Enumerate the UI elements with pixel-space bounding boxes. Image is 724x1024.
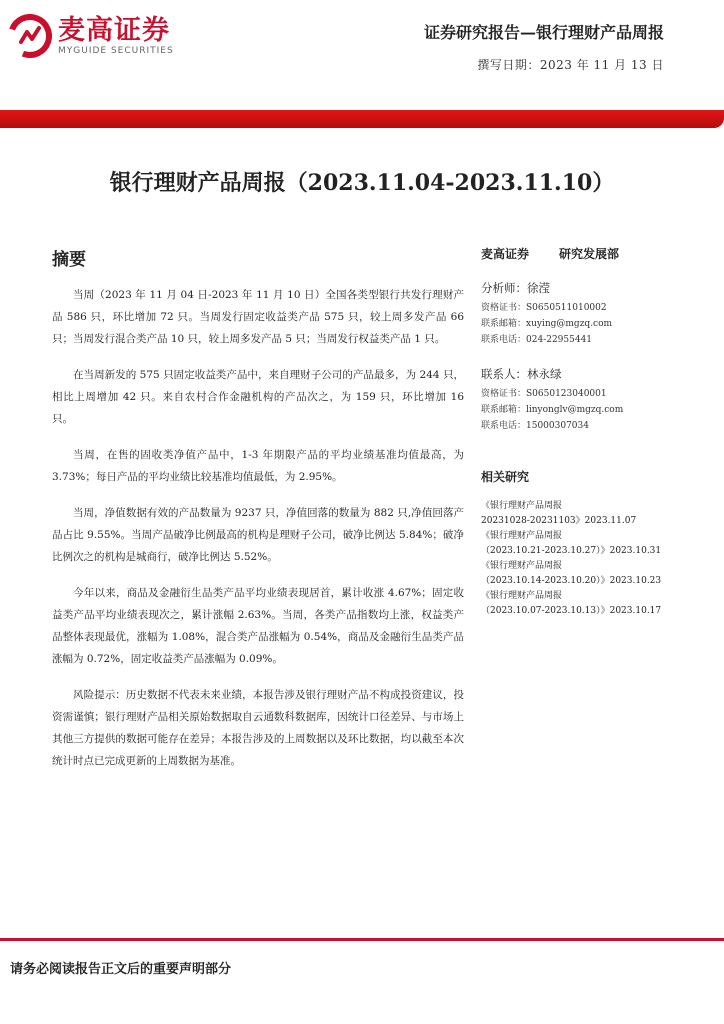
myguide-logo-icon — [8, 14, 52, 58]
logo-name-en: MYGUIDE SECURITIES — [58, 46, 174, 56]
sidebar-dept: 研究发展部 — [559, 247, 620, 261]
contact-name: 联系人：林永绿 — [481, 367, 562, 381]
contact-phone: 联系电话：15000307034 — [481, 421, 589, 431]
logo-name-cn: 麦高证券 — [58, 15, 170, 46]
header-red-bar — [0, 110, 724, 128]
risk-warning-paragraph: 风险提示：历史数据不代表未来业绩，本报告涉及银行理财产品不构成投资建议，投资需谨慎；银行理财产品相关原始数据取自云通数科数据库，因统计口径差异、与市场上其他三方提供的数据可能存在差异；本报告涉及的上周数据以及环比数据，均以截至本次统计时点已完成更新的上周数据为基准。 — [52, 689, 464, 767]
abstract-heading: 摘要 — [52, 250, 86, 270]
related-report-title[interactable]: 《银行理财产品周报 — [481, 501, 563, 511]
abstract-paragraph: 当周，净值数据有效的产品数量为 9237 只，净值回落的数量为 882 只,净值回落产品占比 9.55%。当周产品破净比例最高的机构是理财子公司，破净比例达 5.84%；破净比例次之的机构是城商行，破净比例达 5.52%。 — [52, 507, 464, 563]
sidebar-org: 麦高证券 — [481, 247, 530, 261]
related-report-title[interactable]: 《银行理财产品周报 — [481, 531, 563, 541]
abstract-paragraph: 当周（2023 年 11 月 04 日-2023 年 11 月 10 日）全国各类型银行共发行理财产品 586 只，环比增加 72 只。当周发行固定收益类产品 575 只，较上周多发产品 66 只；当周发行混合类产品 10 只，较上周多发产品 5 只；当周发行权益类产品 1 只。 — [52, 289, 464, 345]
abstract-paragraph: 在当周新发的 575 只固定收益类产品中，来自理财子公司的产品最多，为 244 只，相比上周增加 42 只。来自农村合作金融机构的产品次之，为 159 只，环比增加 16 只。 — [52, 369, 464, 425]
contact-license: 资格证书：S0650123040001 — [481, 389, 607, 399]
contact-email: 联系邮箱：linyonglv@mgzq.com — [481, 405, 624, 415]
report-date: 撰写日期：2023 年 11 月 13 日 — [477, 58, 664, 72]
related-report-date[interactable]: （2023.10.14-2023.10.20）》2023.10.23 — [481, 576, 662, 586]
report-type: 证券研究报告—银行理财产品周报 — [423, 23, 664, 42]
brand-logo — [8, 14, 174, 58]
related-research-heading: 相关研究 — [481, 470, 530, 484]
related-report-date[interactable]: （2023.10.07-2023.10.13）》2023.10.17 — [481, 606, 662, 616]
abstract-paragraph: 当周，在售的固收类净值产品中，1-3 年期限产品的平均业绩基准均值最高，为 3.73%；每日产品的平均业绩比较基准均值最低，为 2.95%。 — [52, 449, 464, 483]
related-research-list — [481, 499, 706, 619]
related-report-title[interactable]: 《银行理财产品周报 — [481, 591, 563, 601]
report-title: 银行理财产品周报（2023.11.04-2023.11.10） — [109, 170, 615, 196]
analyst-email: 联系邮箱：xuying@mgzq.com — [481, 319, 613, 329]
related-report-title[interactable]: 《银行理财产品周报 — [481, 561, 563, 571]
related-report-date[interactable]: 20231028-20231103》2023.11.07 — [481, 516, 637, 526]
footer-divider — [0, 938, 724, 941]
analyst-license: 资格证书：S0650511010002 — [481, 303, 607, 313]
sidebar — [481, 245, 706, 619]
analyst-phone: 联系电话：024-22955441 — [481, 335, 593, 345]
abstract-body — [52, 284, 464, 786]
related-report-date[interactable]: （2023.10.21-2023.10.27）》2023.10.31 — [481, 546, 662, 556]
footer-disclaimer: 请务必阅读报告正文后的重要声明部分 — [10, 962, 232, 977]
analyst-name: 分析师：徐滢 — [481, 281, 550, 295]
sidebar-header — [481, 245, 706, 262]
abstract-paragraph: 今年以来，商品及金融衍生品类产品平均业绩表现居首，累计收涨 4.67%；固定收益类产品平均业绩表现次之，累计涨幅 2.63%。当周，各类产品指数均上涨，权益类产品整体表现最优，涨幅为 1.08%，混合类产品涨幅为 0.54%，商品及金融衍生品类产品涨幅为 0.72%，固定收益类产品涨幅为 0.09%。 — [52, 587, 464, 665]
